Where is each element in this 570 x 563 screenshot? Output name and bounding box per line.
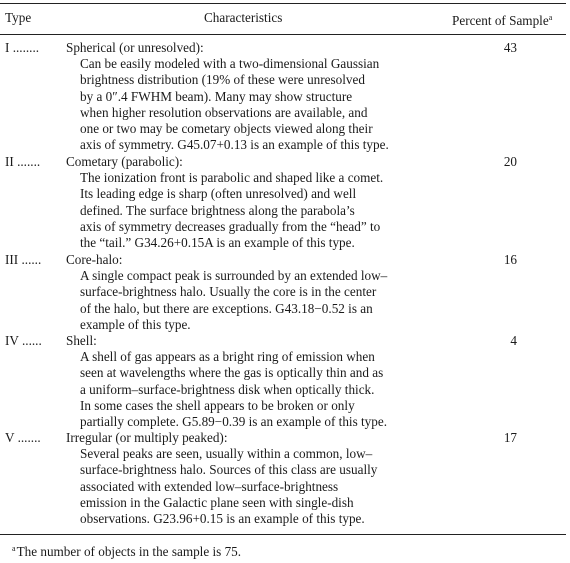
row-type-label: III ...... <box>5 252 42 267</box>
footnote-text: The number of objects in the sample is 75. <box>16 544 242 559</box>
description-line: when higher resolution observations are available, and <box>80 104 368 120</box>
description-line: the “tail.” G34.26+0.15A is an example of this type. <box>80 235 355 250</box>
table-footnote <box>12 541 241 560</box>
header-percent-footnote-mark: a <box>548 13 553 22</box>
description-line: surface-brightness halo. Usually the core is in the center <box>80 284 377 300</box>
row-description <box>80 446 500 527</box>
row-percent: 43 <box>503 40 517 55</box>
row-class-title: Shell: <box>66 333 97 348</box>
row-type-label: I ........ <box>5 40 40 55</box>
description-line: axis of symmetry. G45.07+0.13 is an example of this type. <box>80 137 389 153</box>
row-description <box>80 56 500 153</box>
row-percent: 17 <box>503 430 517 445</box>
description-line: of the halo, but there are exceptions. G43.18−0.52 is an <box>80 300 373 316</box>
row-type-label: V ....... <box>5 430 41 445</box>
row-class-title: Irregular (or multiply peaked): <box>66 430 228 445</box>
header-percent <box>452 10 552 29</box>
description-line: axis of symmetry decreases gradually from the “head” to <box>80 218 381 234</box>
description-line: a uniform–surface-brightness disk when optically thick. <box>80 381 375 397</box>
footnote-mark: a <box>12 544 16 553</box>
description-line: one or two may be cometary objects viewed along their <box>80 121 373 136</box>
row-class-title: Spherical (or unresolved): <box>66 40 204 55</box>
description-line: brightness distribution (19% of these were unresolved <box>80 72 365 88</box>
description-line: defined. The surface brightness along the parabola’s <box>80 202 355 218</box>
row-type-label: IV ...... <box>5 333 42 348</box>
row-description <box>80 170 500 251</box>
row-percent: 16 <box>503 252 517 267</box>
description-line: Its leading edge is sharp (often unresolved) and well <box>80 186 357 202</box>
header-percent-label: Percent of Sample <box>452 13 549 28</box>
header-characteristics: Characteristics <box>204 10 283 25</box>
row-type-label: II ....... <box>5 154 41 169</box>
row-description <box>80 349 500 430</box>
table-bottom-rule <box>0 534 566 535</box>
description-line: example of this type. <box>80 316 191 332</box>
description-line: Can be easily modeled with a two-dimensional Gaussian <box>80 56 380 72</box>
header-rule <box>0 34 566 35</box>
table-top-rule <box>0 3 566 4</box>
header-type: Type <box>5 10 32 25</box>
row-percent: 4 <box>510 333 517 348</box>
description-line: partially complete. G5.89−0.39 is an example of this type. <box>80 414 388 429</box>
description-line: The ionization front is parabolic and shaped like a comet. <box>80 170 384 186</box>
row-percent: 20 <box>503 154 517 169</box>
description-line: associated with extended low–surface-brightness <box>80 478 339 494</box>
row-description <box>80 268 500 333</box>
description-line: A single compact peak is surrounded by an extended low– <box>80 268 388 284</box>
description-line: observations. G23.96+0.15 is an example of this type. <box>80 511 365 526</box>
row-class-title: Cometary (parabolic): <box>66 154 183 169</box>
description-line: seen at wavelengths where the gas is optically thin and as <box>80 365 384 381</box>
description-line: by a 0″.4 FWHM beam). Many may show structure <box>80 88 353 104</box>
row-class-title: Core-halo: <box>66 252 123 267</box>
description-line: A shell of gas appears as a bright ring of emission when <box>80 349 375 365</box>
description-line: surface-brightness halo. Sources of this class are usually <box>80 462 378 478</box>
description-line: Several peaks are seen, usually within a common, low– <box>80 446 373 462</box>
description-line: emission in the Galactic plane seen with single-dish <box>80 494 354 510</box>
description-line: In some cases the shell appears to be broken or only <box>80 397 355 413</box>
